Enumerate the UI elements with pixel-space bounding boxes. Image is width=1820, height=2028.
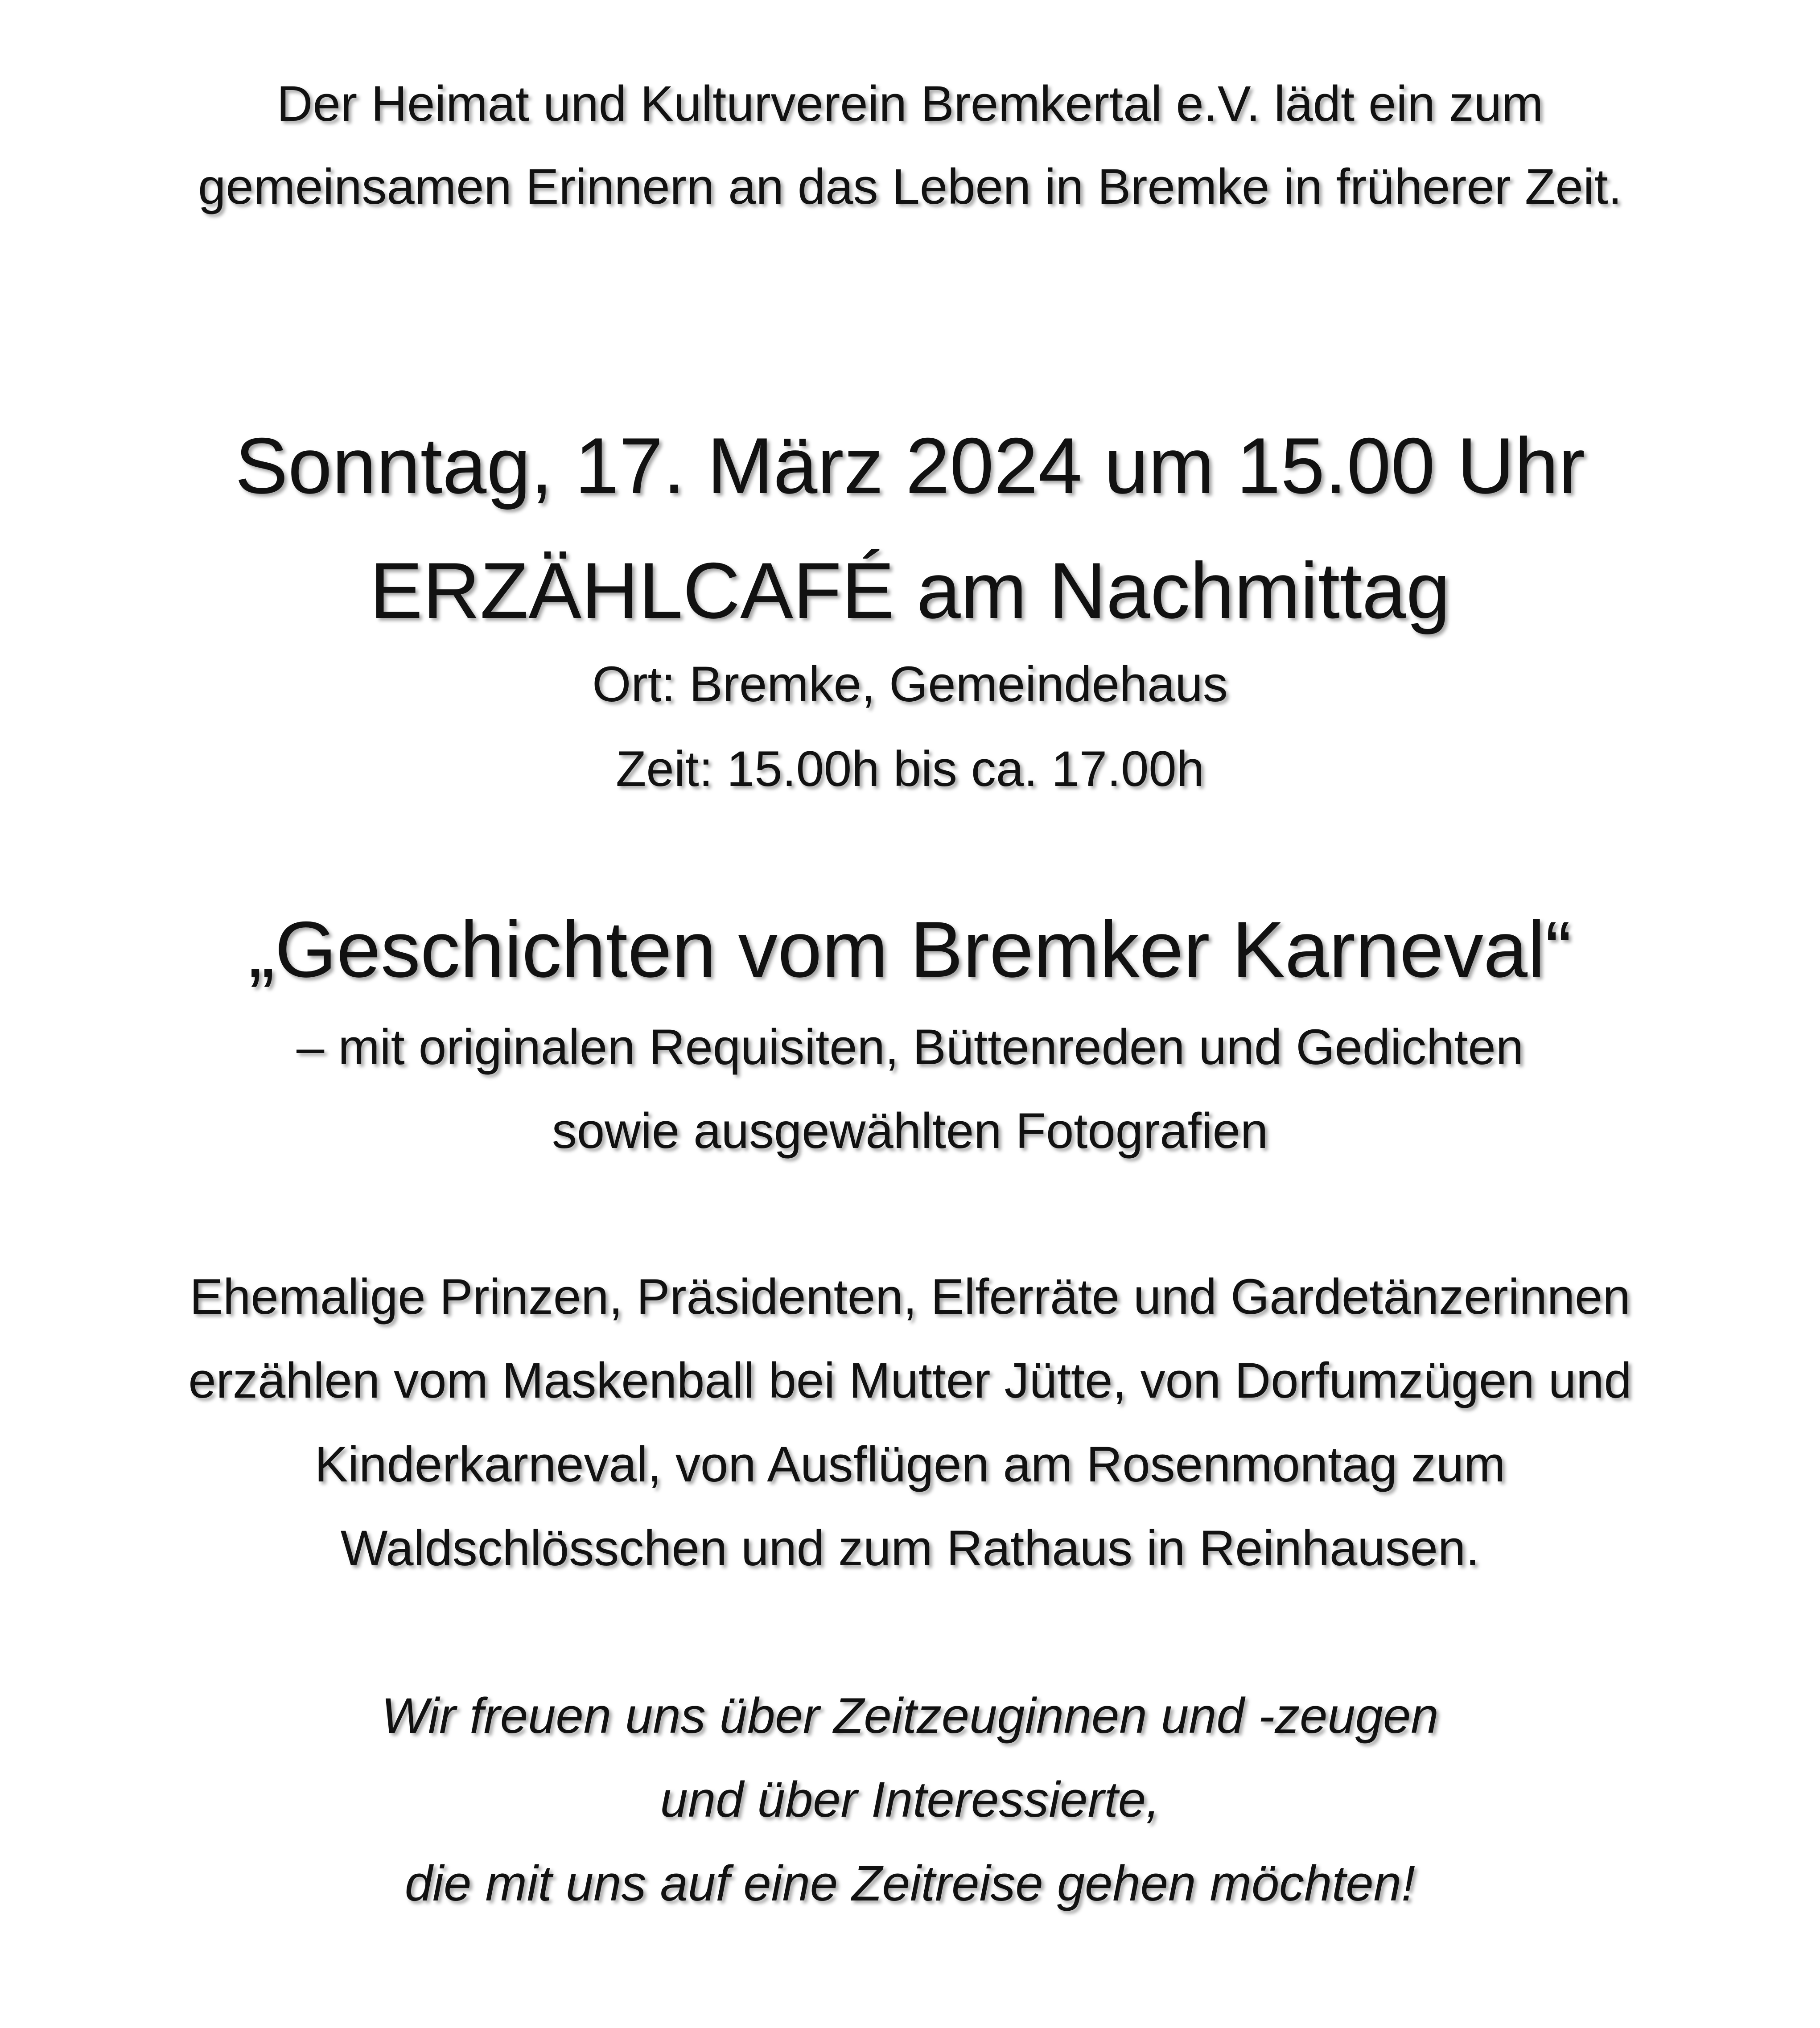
event-time: Zeit: 15.00h bis ca. 17.00h [616, 741, 1204, 797]
closing-line-2: und über Interessierte, [660, 1772, 1160, 1827]
intro-line-2: gemeinsamen Erinnern an das Leben in Bremke in früherer Zeit. [198, 159, 1622, 214]
closing-line-3: die mit uns auf eine Zeitreise gehen möchten! [404, 1855, 1416, 1911]
description-line-2: erzählen vom Maskenball bei Mutter Jütte, von Dorfumzügen und [188, 1353, 1632, 1408]
topic-title: „Geschichten vom Bremker Karneval“ [248, 905, 1572, 994]
event-details [0, 642, 1820, 811]
intro-text [0, 62, 1820, 228]
topic-subtitle-line-1: – mit originalen Requisiten, Büttenreden und Gedichten [296, 1019, 1524, 1075]
description-line-3: Kinderkarneval, von Ausflügen am Rosenmontag zum [314, 1436, 1506, 1492]
intro-line-1: Der Heimat und Kulturverein Bremkertal e.V. lädt ein zum [276, 76, 1544, 132]
description-line-4: Waldschlösschen und zum Rathaus in Reinhausen. [340, 1520, 1480, 1576]
closing-invitation [0, 1674, 1820, 1925]
event-location: Ort: Bremke, Gemeindehaus [592, 656, 1228, 712]
topic-subtitle [0, 1005, 1820, 1173]
event-title: ERZÄHLCAFÉ am Nachmittag [370, 546, 1450, 635]
topic-subtitle-line-2: sowie ausgewählten Fotografien [552, 1103, 1268, 1159]
event-description [0, 1255, 1820, 1590]
closing-line-1: Wir freuen uns über Zeitzeuginnen und -zeugen [381, 1688, 1439, 1744]
topic-heading [0, 889, 1820, 1010]
event-date: Sonntag, 17. März 2024 um 15.00 Uhr [235, 421, 1585, 510]
description-line-1: Ehemalige Prinzen, Präsidenten, Elferräte und Gardetänzerinnen [189, 1269, 1631, 1325]
event-headline [0, 403, 1820, 653]
